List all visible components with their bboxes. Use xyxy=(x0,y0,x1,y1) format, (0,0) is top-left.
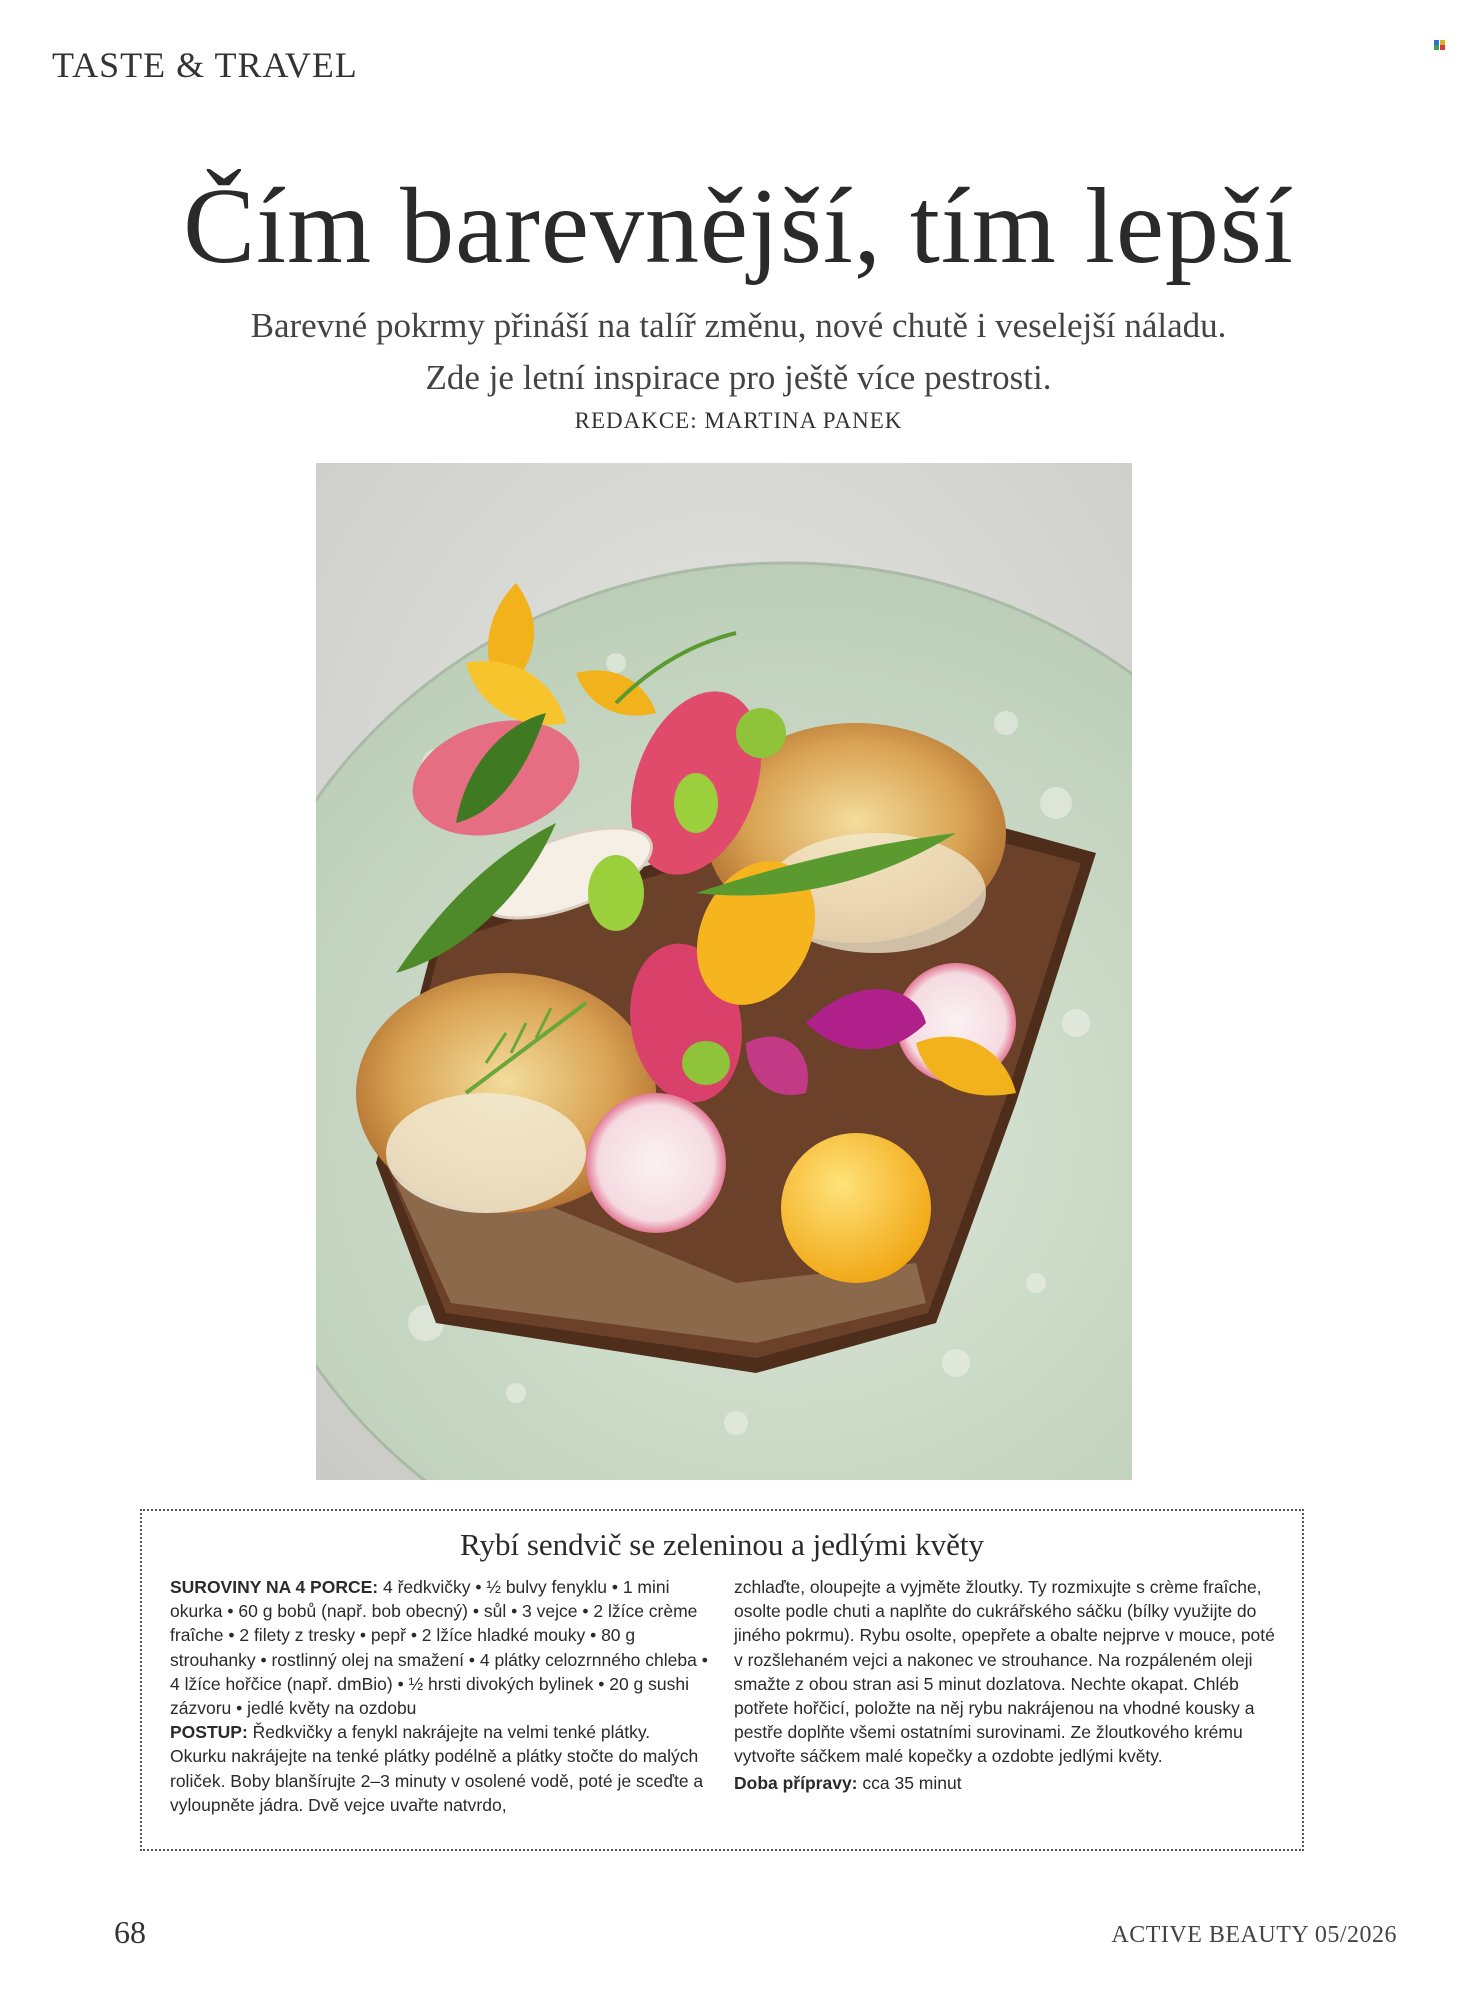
method-text-part-1: Ředkvičky a fenykl nakrájejte na velmi tenké plátky. Okurku nakrájejte na tenké plátky podélně a plátky stočte do malých roliček. Boby blanšírujte 2–3 minuty v osolené vodě, poté je sceďte a vyloupněte jádra. Dvě vejce uvařte natvrdo, xyxy=(170,1722,704,1815)
recipe-column-right xyxy=(734,1575,1279,1795)
article-title: Čím barevnější, tím lepší xyxy=(183,167,1294,286)
ingredients xyxy=(170,1575,710,1720)
page-number: 68 xyxy=(114,1914,146,1950)
prep-time xyxy=(734,1771,1279,1795)
lead-line-2: Zde je letní inspirace pro ještě více pestrosti. xyxy=(425,358,1052,397)
method xyxy=(170,1720,710,1817)
section-label: TASTE & TRAVEL xyxy=(52,45,358,85)
ingredients-heading: SUROVINY NA 4 PORCE: xyxy=(170,1577,379,1597)
lead-line-1: Barevné pokrmy přináší na talíř změnu, nové chutě i veselejší náladu. xyxy=(250,306,1227,345)
magazine-issue: ACTIVE BEAUTY 05/2026 xyxy=(1111,1922,1397,1948)
recipe-column-left xyxy=(170,1575,710,1817)
method-heading: POSTUP: xyxy=(170,1722,248,1743)
article-lead xyxy=(0,300,1477,404)
color-mark-icon xyxy=(1434,40,1446,50)
food-photo xyxy=(316,463,1132,1480)
recipe-title: Rybí sendvič se zeleninou a jedlými květy xyxy=(460,1527,984,1562)
prep-value: cca 35 minut xyxy=(862,1772,962,1793)
recipe-box xyxy=(140,1509,1304,1851)
fish-sandwich-illustration xyxy=(316,463,1132,1480)
prep-label: Doba přípravy: xyxy=(734,1772,858,1793)
method-continued: zchlaďte, oloupejte a vyjměte žloutky. Ty rozmixujte s crème fraîche, osolte podle chuti a naplňte do cukrářského sáčku (bílky využijte do jiného pokrmu). Rybu osolte, opepřete a obalte nejprve v mouce, poté v rozšlehaném vejci a nakonec ve strouhance. Na rozpáleném oleji smažte z obou stran asi 5 minut dozlatova. Nechte okapat. Chléb potřete hořčicí, položte na něj rybu nakrájenou na vhodné kousky a pestře doplňte všemi ostatními surovinami. Ze žloutkového krému vytvořte sáčkem malé kopečky a ozdobte jedlými květy. xyxy=(734,1577,1275,1767)
ingredients-text: 4 ředkvičky • ½ bulvy fenyklu • 1 mini okurka • 60 g bobů (např. bob obecný) • sůl • 3 vejce • 2 lžíce crème fraîche • 2 filety z tresky • pepř • 2 lžíce hladké mouky • 80 g strouhanky • rostlinný olej na smažení • 4 plátky celozrnného chleba • 4 lžíce hořčice (např. dmBio) • ½ hrsti divokých bylinek • 20 g sushi zázvoru • jedlé květy na ozdobu xyxy=(170,1577,708,1719)
byline: REDAKCE: MARTINA PANEK xyxy=(574,408,903,433)
